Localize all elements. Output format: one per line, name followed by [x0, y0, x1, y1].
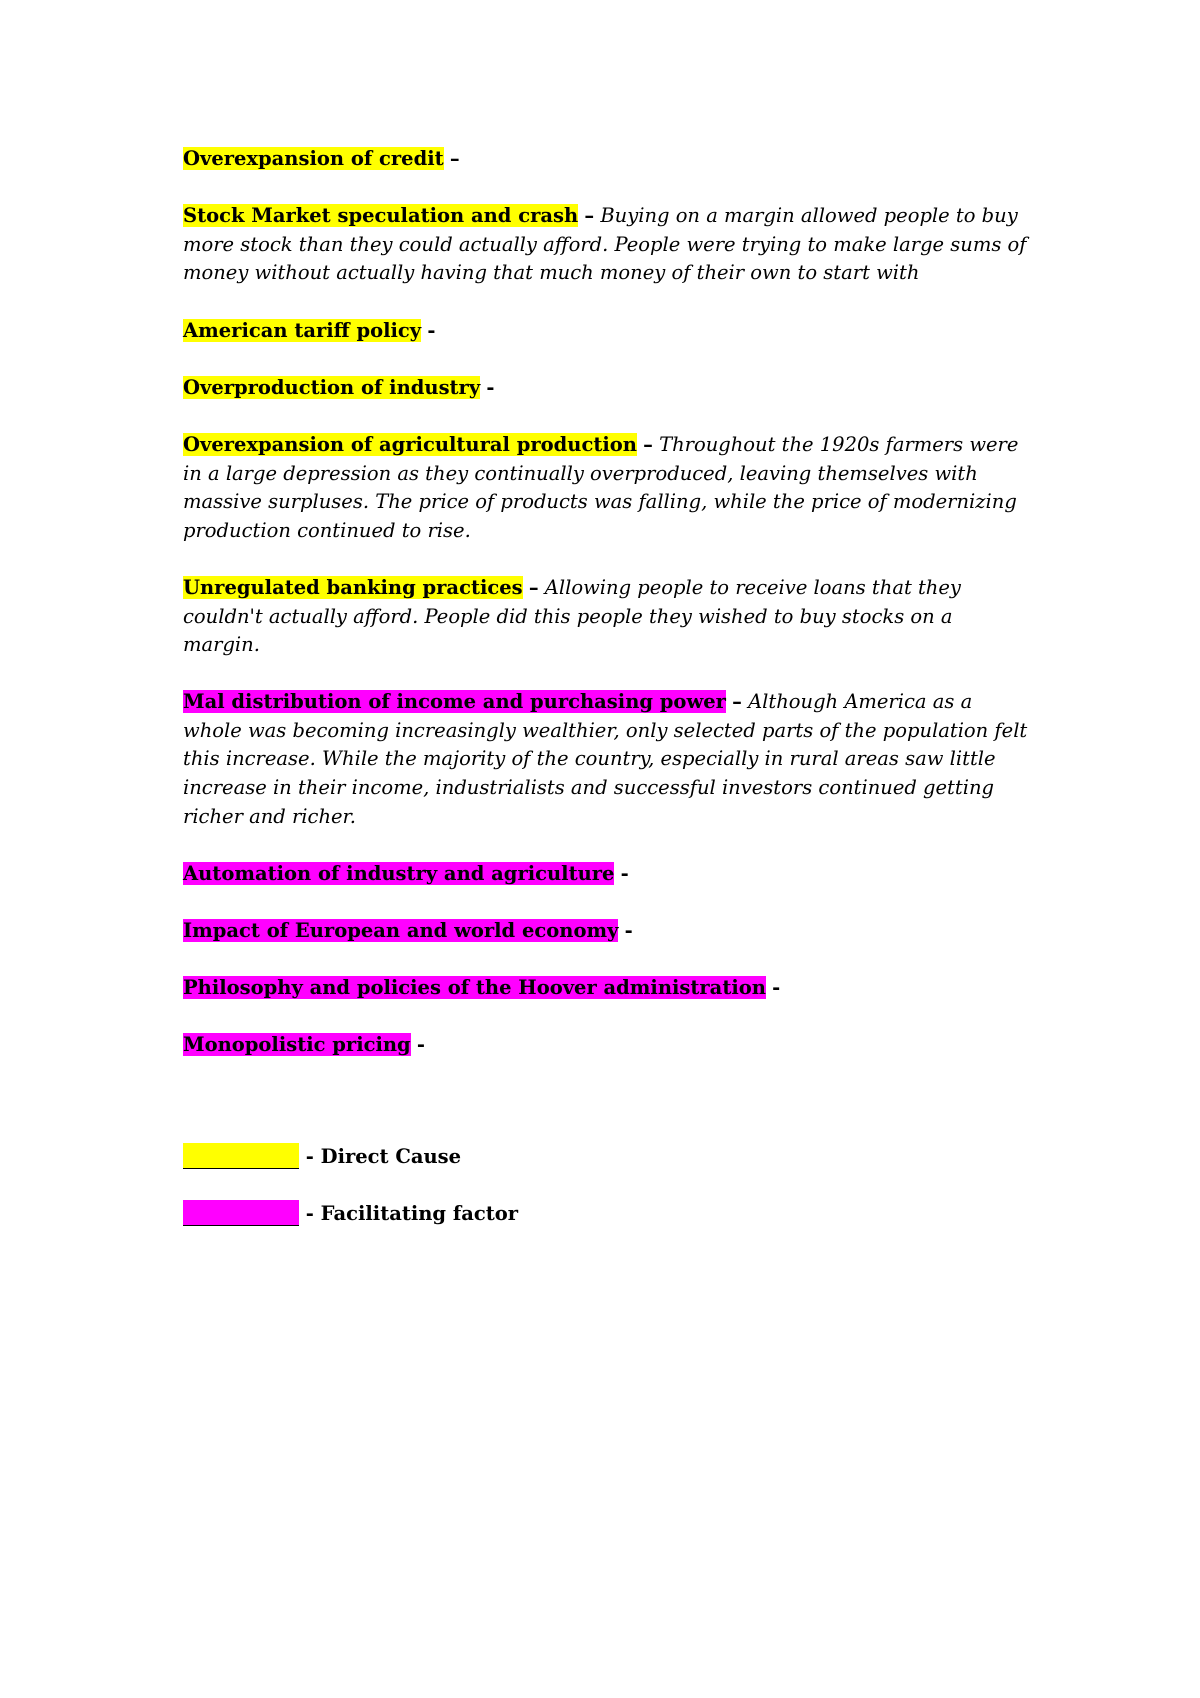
term-label: Impact of European and world economy — [183, 919, 619, 943]
term-dash: - — [416, 1033, 425, 1057]
term-dash: - — [624, 919, 633, 943]
term-description: Allowing people to receive loans that they couldn't actually afford. People did this people they wished to buy stocks on a margin. — [183, 575, 961, 657]
entry-overexpansion-of-credit — [183, 145, 1033, 174]
term-label: Monopolistic pricing — [183, 1033, 411, 1057]
entry-overproduction-of-industry — [183, 374, 1033, 403]
term-label: American tariff policy — [183, 318, 422, 342]
color-legend — [183, 1143, 1033, 1257]
term-label: Unregulated banking practices — [183, 575, 523, 599]
term-dash: – — [643, 432, 653, 456]
entry-european-world-economy — [183, 917, 1033, 946]
term-label: Automation of industry and agriculture — [183, 861, 615, 885]
legend-swatch-magenta — [183, 1200, 299, 1226]
term-description: Buying on a margin allowed people to buy more stock than they could actually afford. People were trying to make large sums of money without actually having that much money of their own to start with — [183, 204, 1027, 285]
term-label: Overexpansion of credit — [183, 147, 444, 170]
term-dash: – — [584, 204, 595, 228]
entry-hoover-administration — [183, 974, 1033, 1003]
term-label: Stock Market speculation and crash — [183, 204, 579, 228]
term-dash: - — [427, 318, 436, 342]
legend-label: - Direct Cause — [305, 1145, 462, 1168]
entry-automation — [183, 860, 1033, 889]
document-body — [183, 145, 1033, 1089]
entry-american-tariff-policy — [183, 317, 1033, 346]
legend-label: - Facilitating factor — [305, 1202, 519, 1226]
entry-unregulated-banking — [183, 574, 1033, 660]
term-dash: - — [772, 976, 781, 1000]
term-dash: – — [732, 690, 742, 714]
entry-stock-market-speculation — [183, 202, 1033, 288]
term-description: Although America as a whole was becoming increasingly wealthier, only selected parts of the population felt this increase. While the majority of the country, especially in rural areas saw little increase in their income, industrialists and successful investors continued getting richer and richer. — [183, 690, 1028, 828]
entry-monopolistic-pricing — [183, 1031, 1033, 1060]
term-dash: - — [486, 375, 495, 399]
term-dash: – — [528, 575, 539, 599]
term-label: Mal distribution of income and purchasing power — [183, 690, 726, 714]
term-description: Throughout the 1920s farmers were in a large depression as they continually overproduced, leaving themselves with massive surpluses. The price of products was falling, while the price of modernizing production continued to rise. — [183, 432, 1019, 542]
term-label: Philosophy and policies of the Hoover administration — [183, 976, 766, 1000]
legend-direct-cause — [183, 1143, 1033, 1172]
legend-swatch-yellow — [183, 1143, 299, 1169]
term-label: Overexpansion of agricultural production — [183, 432, 637, 456]
legend-facilitating-factor — [183, 1200, 1033, 1229]
entry-overexpansion-of-agriculture — [183, 431, 1033, 545]
entry-mal-distribution-of-income — [183, 688, 1033, 831]
term-dash: - — [620, 861, 629, 885]
term-label: Overproduction of industry — [183, 375, 481, 399]
term-dash: – — [449, 147, 460, 170]
